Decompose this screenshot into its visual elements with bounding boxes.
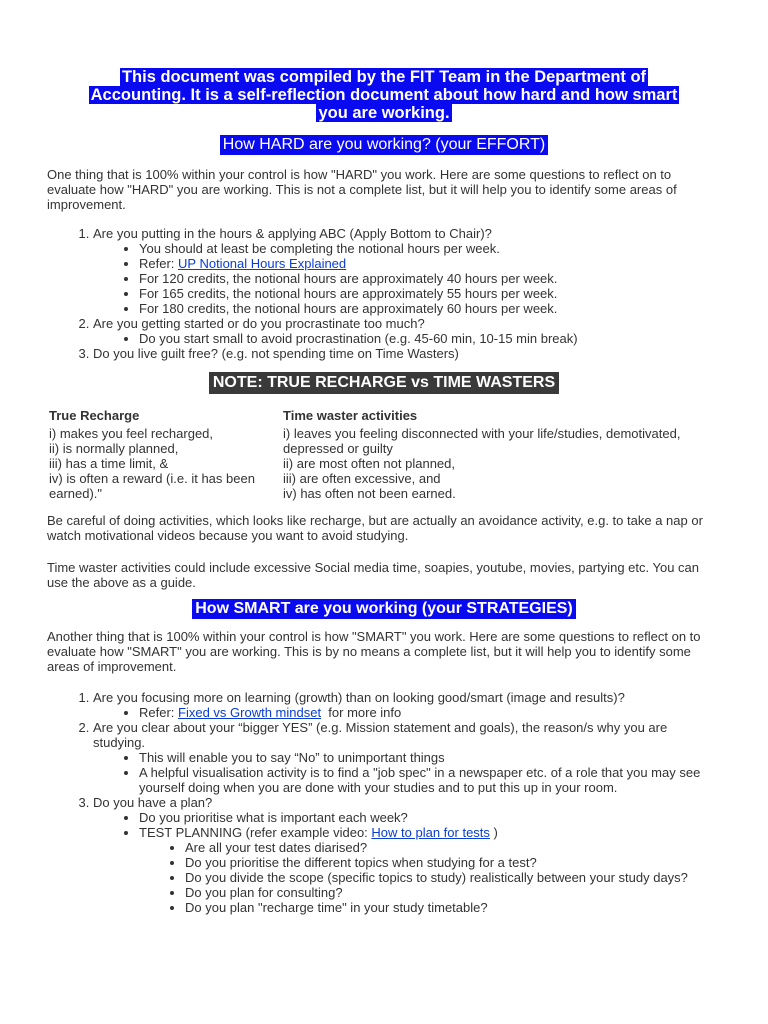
hard-question-3 [93, 346, 721, 361]
list-item: • Do you prioritise the different topics when studying for a test? [185, 855, 721, 870]
smart-question-1-bullets [93, 705, 721, 720]
list-item [139, 825, 721, 915]
true-recharge-line: iv) is often a reward (i.e. it has been earned)." [49, 471, 255, 501]
title-line-3: you are working. [318, 104, 450, 122]
list-item: • Are all your test dates diarised? [185, 840, 721, 855]
note-heading: NOTE: TRUE RECHARGE vs TIME WASTERS [209, 372, 559, 394]
list-item: • For 180 credits, the notional hours are approximately 60 hours per week. [139, 301, 721, 316]
smart-question-3 [93, 795, 721, 915]
smart-question-3-bullets [93, 810, 721, 915]
time-waster-header: Time waster activities [283, 408, 418, 423]
true-recharge-column [49, 408, 283, 501]
title-line-2: Accounting. It is a self-reflection document about how hard and how smart [90, 86, 678, 104]
hard-question-2 [93, 316, 721, 346]
true-recharge-line: ii) is normally planned, [49, 441, 179, 456]
true-recharge-line: iii) has a time limit, & [49, 456, 169, 471]
list-item: • Do you prioritise what is important each week? [139, 810, 721, 825]
true-recharge-line: i) makes you feel recharged, [49, 426, 214, 441]
hard-question-1-bullets [93, 241, 721, 316]
list-item: • A helpful visualisation activity is to find a "job spec" in a newspaper etc. of a role that you may see yourself doing when you are done with your studies and to put this up in your room. [139, 765, 721, 795]
up-notional-hours-link[interactable]: UP Notional Hours Explained [178, 256, 347, 271]
list-item: • Do you plan for consulting? [185, 885, 721, 900]
hard-question-3-text: Do you live guilt free? (e.g. not spending time on Time Wasters) [93, 346, 459, 361]
list-item: • Do you divide the scope (specific topics to study) realistically between your study days? [185, 870, 721, 885]
true-recharge-header: True Recharge [49, 408, 140, 423]
recharge-caution-paragraph: Be careful of doing activities, which looks like recharge, but are actually an avoidance activity, e.g. to take a nap or watch motivational videos because you want to avoid studying. [47, 513, 703, 543]
list-item: • This will enable you to say “No” to unimportant things [139, 750, 721, 765]
hard-question-2-bullets [93, 331, 721, 346]
smart-question-2-bullets [93, 750, 721, 795]
refer-label: Refer: [139, 705, 179, 720]
smart-question-3-text: Do you have a plan? [93, 795, 213, 810]
refer-label: Refer: [139, 256, 179, 271]
hard-section-heading: How HARD are you working? (your EFFORT) [220, 135, 548, 155]
time-waster-column [283, 408, 713, 501]
hard-question-1 [93, 226, 721, 316]
hard-question-2-text: Are you getting started or do you procrastinate too much? [93, 316, 425, 331]
smart-question-2-text: Are you clear about your “bigger YES” (e.g. Mission statement and goals), the reason/s why you are studying. [93, 720, 668, 750]
time-waster-line: ii) are most often not planned, [283, 456, 455, 471]
time-waster-examples-paragraph: Time waster activities could include excessive Social media time, soapies, youtube, movies, partying etc. You can use the above as a guide. [47, 560, 700, 590]
list-item [139, 256, 721, 271]
hard-intro-paragraph: One thing that is 100% within your control is how "HARD" you work. Here are some questions to reflect on to evaluate how "HARD" you are working. This is not a complete list, but it will help you to identify some areas of improvement. [47, 167, 677, 212]
smart-questions-list [47, 690, 721, 915]
list-item: • Do you start small to avoid procrastination (e.g. 45-60 min, 10-15 min break) [139, 331, 721, 346]
hard-questions-list [47, 226, 721, 361]
time-waster-line: i) leaves you feeling disconnected with your life/studies, demotivated, depressed or guilty [283, 426, 681, 456]
smart-intro-paragraph: Another thing that is 100% within your control is how "SMART" you work. Here are some questions to reflect on to evaluate how "SMART" you are working. This is by no means a complete list, but it will help you to identify some areas of improvement. [47, 629, 701, 674]
smart-question-1-text: Are you focusing more on learning (growth) than on looking good/smart (image and results)? [93, 690, 625, 705]
more-info-text: for more info [321, 705, 402, 720]
list-item [139, 705, 721, 720]
smart-section-heading: How SMART are you working (your STRATEGIES) [192, 599, 576, 619]
hard-question-1-text: Are you putting in the hours & applying ABC (Apply Bottom to Chair)? [93, 226, 492, 241]
list-item: • You should at least be completing the notional hours per week. [139, 241, 721, 256]
title-line-1: This document was compiled by the FIT Team in the Department of [121, 68, 647, 86]
how-to-plan-for-tests-link[interactable]: How to plan for tests [371, 825, 490, 840]
test-planning-sub-bullets [139, 840, 721, 915]
smart-question-2 [93, 720, 721, 795]
time-waster-line: iii) are often excessive, and [283, 471, 441, 486]
time-waster-line: iv) has often not been earned. [283, 486, 456, 501]
fixed-vs-growth-mindset-link[interactable]: Fixed vs Growth mindset [178, 705, 322, 720]
test-planning-suffix: ) [489, 825, 498, 840]
document-title [47, 0, 721, 122]
smart-question-1 [93, 690, 721, 720]
list-item: • Do you plan "recharge time" in your study timetable? [185, 900, 721, 915]
test-planning-text: TEST PLANNING (refer example video: [139, 825, 372, 840]
list-item: • For 120 credits, the notional hours are approximately 40 hours per week. [139, 271, 721, 286]
recharge-vs-wasters-table [47, 408, 721, 501]
list-item: • For 165 credits, the notional hours are approximately 55 hours per week. [139, 286, 721, 301]
